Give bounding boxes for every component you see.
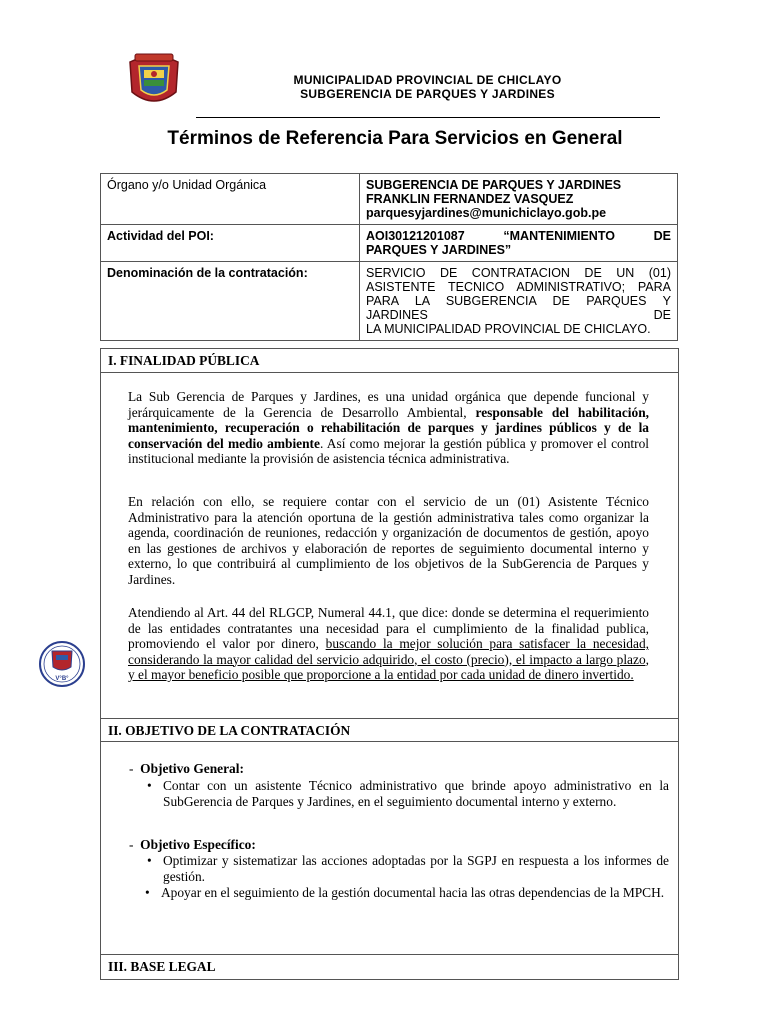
bold-span: responsable del habilitación, mantenimiento, recuperación o rehabilitación de parques y jardines públicos y de la conservación del medio ambiente xyxy=(128,404,649,451)
document-title: Términos de Referencia Para Servicios en General xyxy=(167,128,623,149)
contract-line: LA MUNICIPALIDAD PROVINCIAL DE CHICLAYO. xyxy=(366,322,651,336)
table-row xyxy=(101,174,678,225)
table-row xyxy=(101,262,678,341)
info-table xyxy=(100,173,678,341)
section-heading-base-legal: III. BASE LEGAL xyxy=(101,954,678,978)
row-value xyxy=(360,225,678,262)
dash-marker: - xyxy=(129,837,134,852)
row-value xyxy=(360,262,678,341)
objective-general-label xyxy=(129,761,244,777)
paragraph-finalidad-2: En relación con ello, se requiere contar con el servicio de un (01) Asistente Técnico Administrativo para la atención oportuna de la gestión administrativa tales como organizar la agenda, coordinación de reuniones, redacción y organización de documentos de gestión, apoyo en las gestiones de archivos y elaboración de reportes de seguimiento documental interno y externo, lo que contribuirá al cumplimiento de los objetivos de la SubGerencia de Parques y Jardines. xyxy=(128,494,649,587)
paragraph-finalidad-3 xyxy=(128,605,649,683)
objective-general-bullet xyxy=(147,778,669,809)
bullet-text: Optimizar y sistematizar las acciones adoptadas por la SGPJ en respuesta a los informes de gestión. xyxy=(163,853,669,884)
organization-header xyxy=(200,73,655,101)
contact-email: parquesyjardines@munichiclayo.gob.pe xyxy=(366,206,607,220)
contract-line: ASISTENTE TECNICO ADMINISTRATIVO; PARA xyxy=(366,280,671,294)
row-label: Actividad del POI: xyxy=(101,225,360,262)
org-name: MUNICIPALIDAD PROVINCIAL DE CHICLAYO xyxy=(293,73,562,87)
poi-code: AOI30121201087 “MANTENIMIENTO DE xyxy=(366,229,671,243)
paragraph-finalidad-1 xyxy=(128,389,649,467)
label-text: Objetivo Específico: xyxy=(140,837,256,852)
underlined-span: buscando la mejor solución para satisfacer la necesidad, considerando la mayor calidad del servicio adquirido, el costo (precio), el impacto a largo plazo, y el mayor beneficio posible que proporcione a la entidad por cada unidad de dinero invertido. xyxy=(128,636,649,682)
header-divider xyxy=(196,117,660,118)
text-span: La Sub Gerencia de Parques y Jardines, es una unidad orgánica que depende funcional y jerárquicamente de la Gerencia de Desarrollo Ambiental, xyxy=(128,389,649,420)
seal-text: V°B° xyxy=(55,676,69,682)
org-subunit: SUBGERENCIA DE PARQUES Y JARDINES xyxy=(300,87,555,101)
objective-specific-bullet xyxy=(145,885,671,901)
bullet-icon: • xyxy=(145,885,150,900)
unit-name: SUBGERENCIA DE PARQUES Y JARDINES xyxy=(366,178,622,192)
objective-specific-label xyxy=(129,837,256,853)
text-span: . Así como mejorar la gestión pública y promover el control institucional mediante la provisión de asistencia técnica administrativa. xyxy=(128,435,649,466)
municipality-coat-of-arms-logo xyxy=(127,52,181,108)
bullet-text: Contar con un asistente Técnico administrativo que brinde apoyo administrativo en la SubGerencia de Parques y Jardines, en el seguimiento documental interno y externo. xyxy=(163,778,669,809)
responsible-name: FRANKLIN FERNANDEZ VASQUEZ xyxy=(366,192,574,206)
bullet-icon: • xyxy=(147,778,152,793)
terms-content-box xyxy=(100,348,679,980)
section-heading-objetivo: II. OBJETIVO DE LA CONTRATACIÓN xyxy=(101,718,678,742)
dash-marker: - xyxy=(129,761,134,776)
label-text: Objetivo General: xyxy=(140,761,244,776)
bullet-icon: • xyxy=(147,853,152,868)
poi-activity: PARQUES Y JARDINES” xyxy=(366,243,512,257)
text-span: Atendiendo al Art. 44 del RLGCP, Numeral 44.1, que dice: donde se determina el requerimiento de las entidades contratantes una necesidad para el cumplimiento de la finalidad publica, promoviendo el valor por dinero, xyxy=(128,605,649,651)
row-value xyxy=(360,174,678,225)
row-label: Denominación de la contratación: xyxy=(101,262,360,341)
objective-specific-bullet xyxy=(147,853,669,884)
bullet-text: Apoyar en el seguimiento de la gestión documental hacia las otras dependencias de la MPCH. xyxy=(161,885,665,900)
section-heading-finalidad: I. FINALIDAD PÚBLICA xyxy=(101,349,678,373)
table-row xyxy=(101,225,678,262)
approval-seal-stamp xyxy=(38,640,86,688)
contract-line: PARA LA SUBGERENCIA DE PARQUES Y JARDINES DE xyxy=(366,294,671,322)
row-label: Órgano y/o Unidad Orgánica xyxy=(101,174,360,225)
contract-line: SERVICIO DE CONTRATACION DE UN (01) xyxy=(366,266,671,280)
